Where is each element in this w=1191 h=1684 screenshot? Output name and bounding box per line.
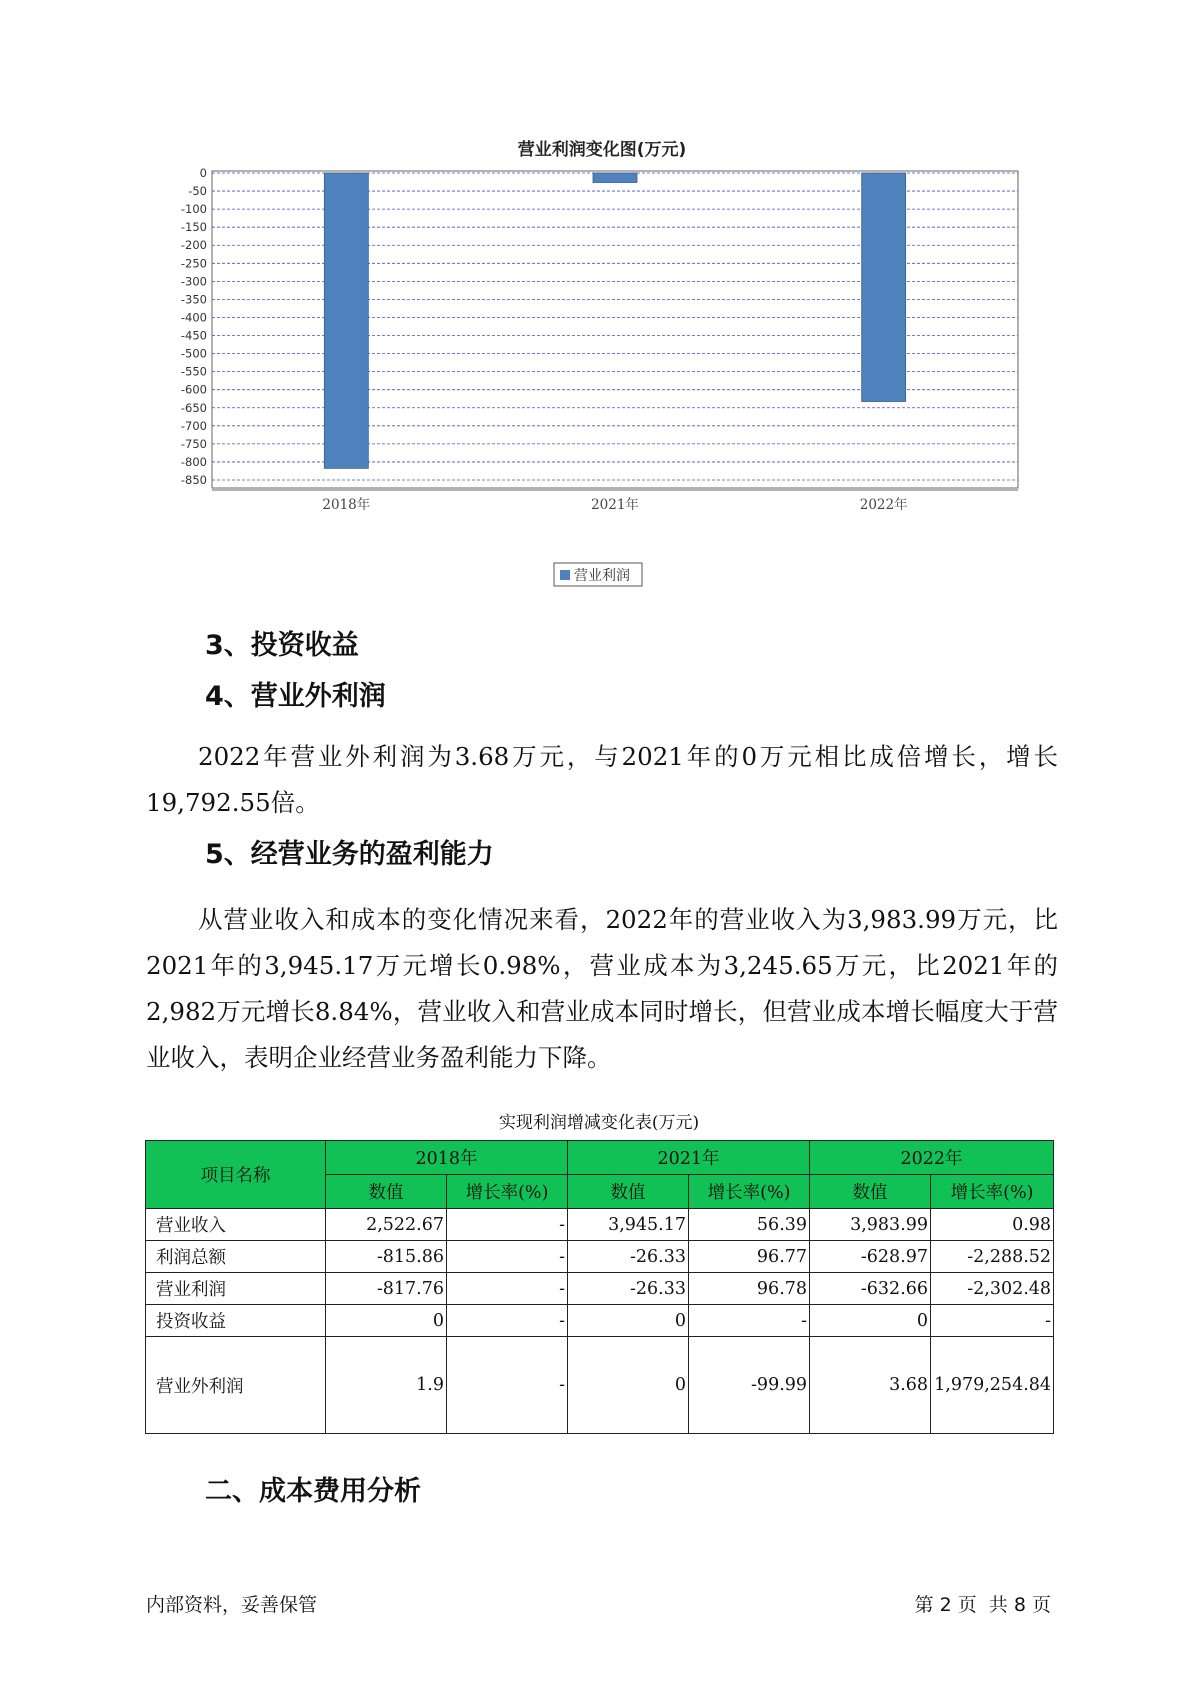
chart-x-axis [322, 496, 907, 513]
page-current: 2 [939, 1594, 952, 1616]
subheader-growth: 增长率(%) [689, 1175, 810, 1209]
y-tick-label: -500 [180, 346, 207, 361]
cell: 96.77 [689, 1241, 810, 1273]
cell: - [447, 1337, 568, 1434]
x-tick-label: 2018年 [322, 497, 371, 513]
cell: - [689, 1305, 810, 1337]
cell: 2,522.67 [326, 1209, 447, 1241]
cell: - [447, 1305, 568, 1337]
subheader-value: 数值 [810, 1175, 931, 1209]
page-suffix: 页 [1031, 1594, 1051, 1616]
row-label: 营业外利润 [146, 1337, 326, 1434]
footer-page-number [915, 1590, 1052, 1617]
profit-change-table [145, 1140, 1054, 1434]
cell: 56.39 [689, 1209, 810, 1241]
page-prefix: 第 [914, 1594, 934, 1616]
cell: - [447, 1209, 568, 1241]
non-operating-profit-paragraph: 2022年营业外利润为3.68万元，与2021年的0万元相比成倍增长，增长19,792.55倍。 [146, 742, 1058, 817]
footer-confidential: 内部资料，妥善保管 [146, 1594, 318, 1616]
cell: 0 [568, 1337, 689, 1434]
y-tick-label: -400 [180, 310, 207, 325]
cell: -632.66 [810, 1273, 931, 1305]
y-tick-label: -550 [180, 364, 207, 379]
chart-legend [554, 563, 642, 586]
page-total: 8 [1013, 1594, 1026, 1616]
y-tick-label: -600 [180, 382, 207, 397]
cell: 3,983.99 [810, 1209, 931, 1241]
y-tick-label: -100 [180, 202, 207, 217]
y-tick-label: -50 [188, 184, 207, 199]
cell: -815.86 [326, 1241, 447, 1273]
x-tick-label: 2021年 [591, 497, 639, 513]
bar [324, 173, 368, 468]
x-tick-label: 2022年 [859, 497, 908, 513]
y-tick-label: -200 [180, 238, 207, 253]
subheader-growth: 增长率(%) [447, 1175, 568, 1209]
y-tick-label: -700 [180, 418, 207, 433]
subheader-value: 数值 [326, 1175, 447, 1209]
cell: - [931, 1305, 1054, 1337]
y-tick-label: -250 [180, 256, 207, 271]
table-row [146, 1305, 1054, 1337]
page-mid: 页 共 [957, 1594, 1008, 1616]
row-label: 营业利润 [146, 1273, 326, 1305]
y-tick-label: -800 [180, 454, 207, 469]
cell: -26.33 [568, 1273, 689, 1305]
row-label: 营业收入 [146, 1209, 326, 1241]
row-label: 利润总额 [146, 1241, 326, 1273]
cell: 1.9 [326, 1337, 447, 1434]
table-header-row [146, 1141, 1054, 1175]
y-tick-label: -300 [180, 274, 207, 289]
cell: -99.99 [689, 1337, 810, 1434]
row-label: 投资收益 [146, 1305, 326, 1337]
cell: -2,288.52 [931, 1241, 1054, 1273]
cell: 96.78 [689, 1273, 810, 1305]
section-non-operating-profit-title: 4、营业外利润 [205, 681, 386, 712]
table-row [146, 1241, 1054, 1273]
header-year-2022: 2022年 [810, 1141, 1054, 1175]
part-cost-expense-title: 二、成本费用分析 [205, 1476, 421, 1507]
cell: -26.33 [568, 1241, 689, 1273]
y-tick-label: 0 [199, 166, 207, 180]
cell: - [447, 1273, 568, 1305]
bar [862, 173, 906, 402]
legend-label: 营业利润 [574, 568, 630, 584]
y-tick-label: -350 [180, 292, 207, 307]
cell: 0 [568, 1305, 689, 1337]
header-item-name: 项目名称 [146, 1141, 326, 1209]
y-tick-label: -650 [180, 400, 207, 415]
bar [593, 173, 637, 183]
profitability-paragraph: 从营业收入和成本的变化情况来看，2022年的营业收入为3,983.99万元，比2021年的3,945.17万元增长0.98%，营业成本为3,245.65万元，比2021年的2,982万元增长8.84%，营业收入和营业成本同时增长，但营业成本增长幅度大于营业收入，表明企业经营业务盈利能力下降。 [146, 905, 1058, 1072]
header-year-2018: 2018年 [326, 1141, 568, 1175]
y-tick-label: -850 [180, 473, 207, 487]
chart-title: 营业利润变化图(万元) [517, 140, 687, 160]
table-row [146, 1209, 1054, 1241]
y-tick-label: -150 [180, 220, 207, 235]
table-caption: 实现利润增减变化表(万元) [498, 1113, 700, 1133]
cell: -628.97 [810, 1241, 931, 1273]
section-profitability-title: 5、经营业务的盈利能力 [205, 839, 494, 870]
cell: 3.68 [810, 1337, 931, 1434]
cell: 1,979,254.84 [931, 1337, 1054, 1434]
cell: 0.98 [931, 1209, 1054, 1241]
operating-profit-chart [150, 135, 1050, 595]
cell: - [447, 1241, 568, 1273]
subheader-value: 数值 [568, 1175, 689, 1209]
cell: 0 [326, 1305, 447, 1337]
cell: -817.76 [326, 1273, 447, 1305]
y-tick-label: -750 [180, 436, 207, 451]
section-investment-income-title: 3、投资收益 [205, 630, 359, 661]
cell: 0 [810, 1305, 931, 1337]
subheader-growth: 增长率(%) [931, 1175, 1054, 1209]
y-tick-label: -450 [180, 328, 207, 343]
cell: -2,302.48 [931, 1273, 1054, 1305]
table-row [146, 1337, 1054, 1434]
header-year-2021: 2021年 [568, 1141, 810, 1175]
cell: 3,945.17 [568, 1209, 689, 1241]
legend-swatch [560, 570, 570, 580]
table-row [146, 1273, 1054, 1305]
